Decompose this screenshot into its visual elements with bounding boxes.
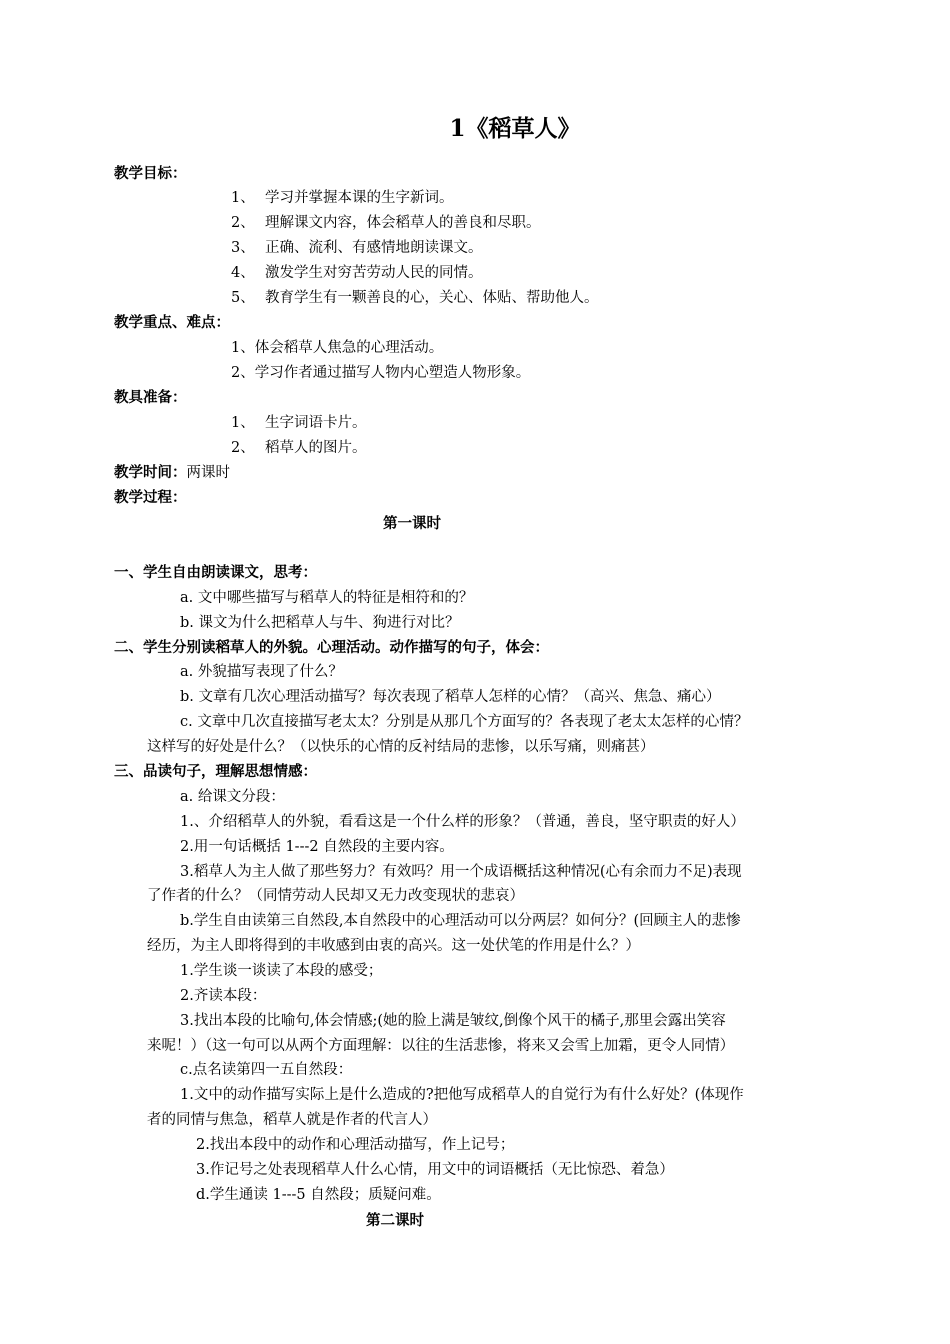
section-two-heading: 二、学生分别读稻草人的外貌。心理活动。动作描写的句子，体会： [114,639,549,656]
list-item: 3.找出本段的比喻句,体会情感;(她的脸上满是皱纹,倒像个风干的橘子,那里会露出笑容 [180,1013,726,1029]
key-points-label: 教学重点、难点： [114,314,230,331]
list-item: 1.文中的动作描写实际上是什么造成的?把他写成稻草人的自觉行为有什么好处？(体现作 [180,1087,744,1103]
list-item: a. 外貌描写表现了什么？ [180,664,343,680]
list-item: d.学生通读 1---5 自然段；质疑问难。 [196,1187,441,1203]
key-point-item: 2、学习作者通过描写人物内心塑造人物形象。 [231,365,531,381]
list-item: 3.作记号之处表现稻草人什么心情，用文中的词语概括（无比惊恐、着急） [196,1162,674,1178]
tool-item: 1、 生字词语卡片。 [231,415,367,431]
section-one-heading: 一、学生自由朗读课文，思考： [114,564,317,581]
list-item: 2.齐读本段： [180,988,267,1004]
list-item: 2.找出本段中的动作和心理活动描写，作上记号； [196,1137,515,1153]
objectives-label: 教学目标： [114,165,187,182]
list-item-continued: 经历，为主人即将得到的丰收感到由衷的高兴。这一处伏笔的作用是什么？） [147,938,640,954]
teaching-time: 教学时间：两课时 [114,464,230,481]
list-item-continued: 来呢！）（这一句可以从两个方面理解：以往的生活悲惨，将来又会雪上加霜，更令人同情） [147,1038,735,1054]
list-item: 1.学生谈一谈读了本段的感受； [180,963,383,979]
objective-item: 4、 激发学生对穷苦劳动人民的同情。 [231,265,483,281]
list-item: b. 课文为什么把稻草人与牛、狗进行对比？ [180,615,460,631]
list-item: c. 文章中几次直接描写老太太？分别是从那几个方面写的？各表现了老太太怎样的心情？ [180,714,749,730]
lesson-two-heading: 第二课时 [366,1212,424,1229]
list-item: c.点名读第四一五自然段： [180,1062,353,1078]
objective-item: 1、 学习并掌握本课的生字新词。 [231,190,454,206]
objective-item: 2、 理解课文内容，体会稻草人的善良和尽职。 [231,215,541,231]
list-item: 1.、介绍稻草人的外貌，看看这是一个什么样的形象？（普通，善良，坚守职责的好人） [180,814,745,830]
key-point-item: 1、体会稻草人焦急的心理活动。 [231,340,444,356]
tool-item: 2、 稻草人的图片。 [231,440,367,456]
tools-label: 教具准备： [114,389,187,406]
list-item: a. 文中哪些描写与稻草人的特征是相符和的？ [180,590,474,606]
list-item-continued: 这样写的好处是什么？（以快乐的心情的反衬结局的悲惨，以乐写痛，则痛甚） [147,739,655,755]
list-item: a. 给课文分段： [180,789,285,805]
process-label: 教学过程： [114,489,187,506]
list-item: 3.稻草人为主人做了那些努力？有效吗？用一个成语概括这种情况(心有余而力不足)表现 [180,864,742,880]
objective-item: 3、 正确、流利、有感情地朗读课文。 [231,240,483,256]
page-title: 1《稻草人》 [449,115,581,142]
lesson-one-heading: 第一课时 [383,515,441,532]
list-item-continued: 了作者的什么？（同情劳动人民却又无力改变现状的悲哀） [147,888,524,904]
objective-item: 5、 教育学生有一颗善良的心，关心、体贴、帮助他人。 [231,290,599,306]
list-item: 2.用一句话概括 1---2 自然段的主要内容。 [180,839,454,855]
list-item-continued: 者的同情与焦急，稻草人就是作者的代言人） [147,1112,437,1128]
list-item: b. 文章有几次心理活动描写？每次表现了稻草人怎样的心情？（高兴、焦急、痛心） [180,689,721,705]
list-item: b.学生自由读第三自然段,本自然段中的心理活动可以分两层？如何分？(回顾主人的悲惨 [180,913,741,929]
section-three-heading: 三、品读句子，理解思想情感： [114,763,317,780]
